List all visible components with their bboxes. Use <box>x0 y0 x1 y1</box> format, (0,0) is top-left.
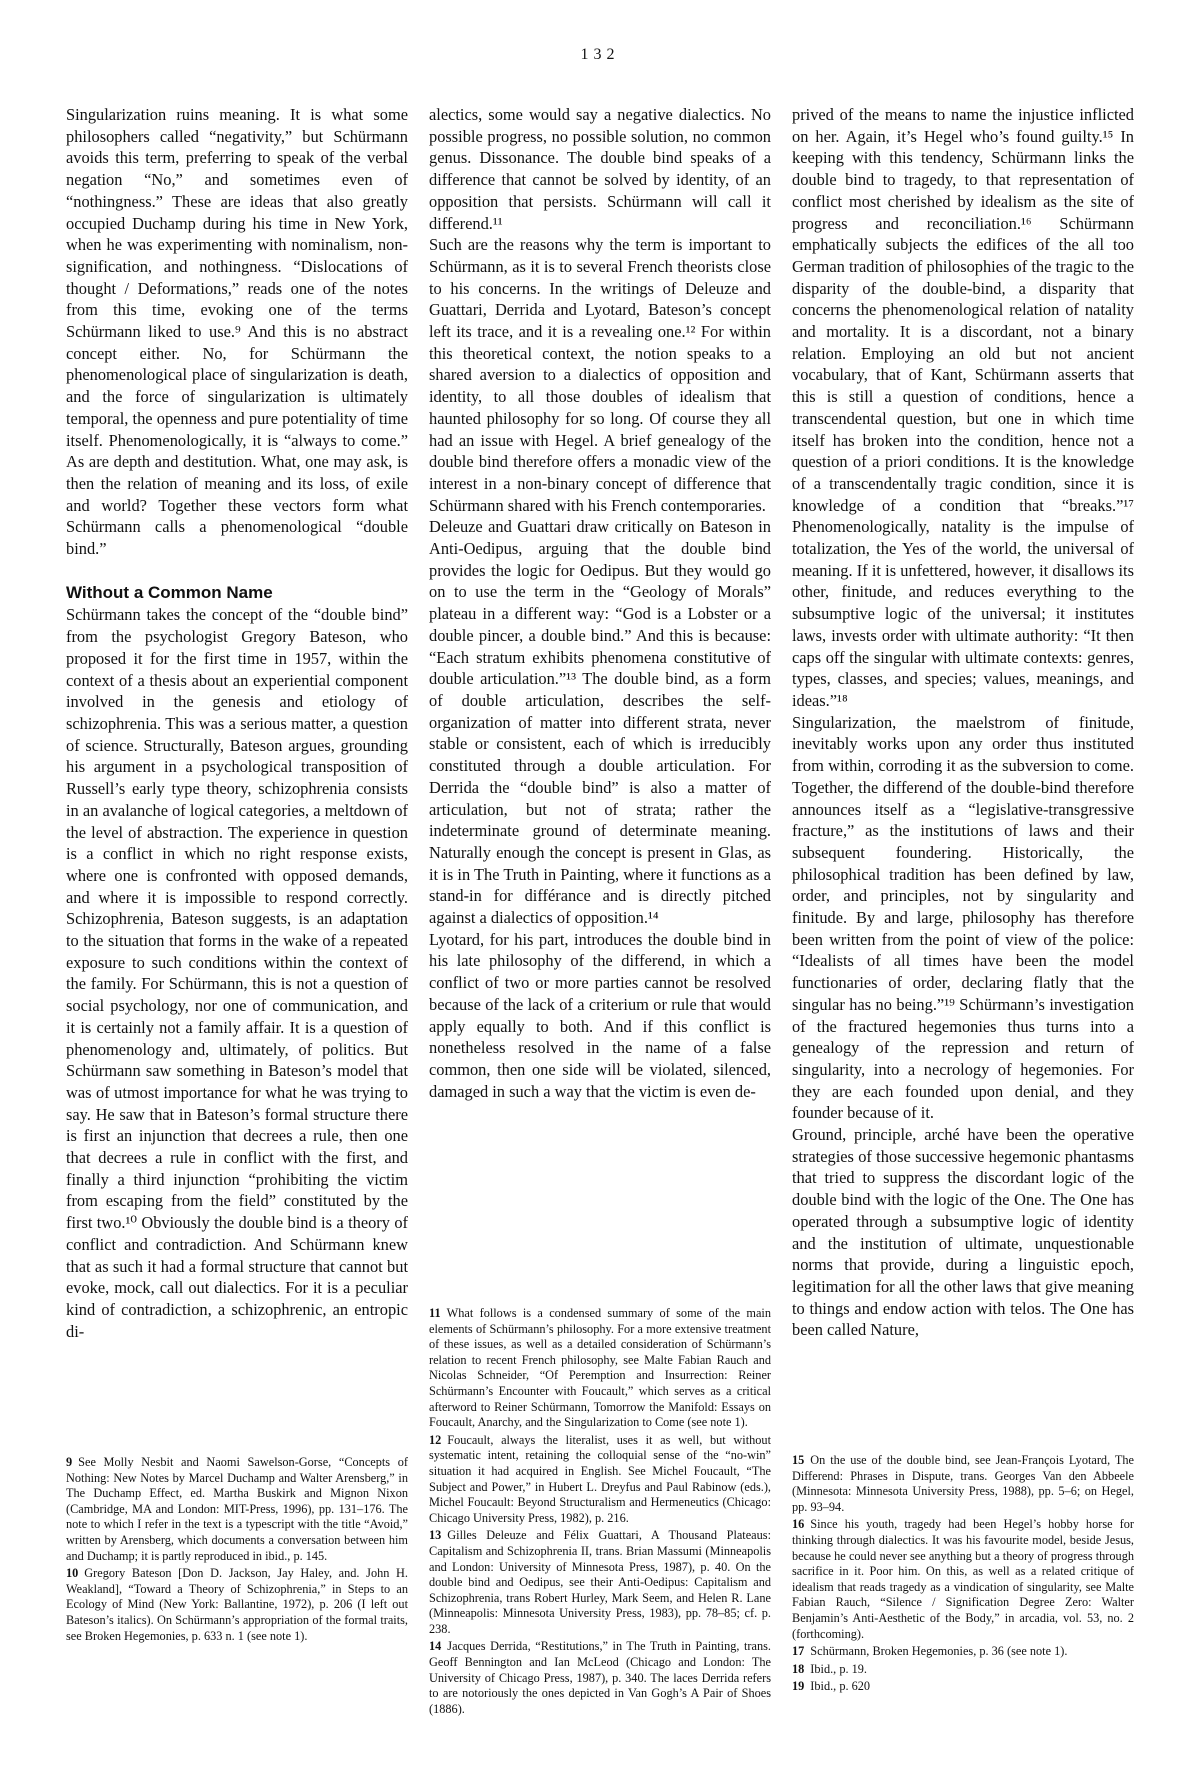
footnote: 10 Gregory Bateson [Don D. Jackson, Jay Haley, and. John H. Weakland], “Toward a Theory of Schizophrenia,” in Steps to an Ecology of Mind (New York: Ballantine, 1972), p. 206 (I left out Bateson’s italics). On Schürmann’s appropriation of the formal traits, see Broken Hegemonies, p. 633 n. 1 (see note 1). <box>66 1566 408 1643</box>
paragraph: Such are the reasons why the term is important to Schürmann, as it is to several French theorists close to his concerns. In the writings of Deleuze and Guattari, Derrida and Lyotard, Bateson’s concept left its trace, and it is a revealing one.¹² For within this theoretical context, the notion speaks to a shared aversion to a dialectics of opposition and identity, to all those doubles of idealism that haunted philosophy for so long. Of course they all had an issue with Hegel. A brief genealogy of the double bind therefore offers a monadic view of the interest in a non-binary concept of difference that Schürmann shared with his French contemporaries. <box>429 235 771 515</box>
section-heading: Without a Common Name <box>66 582 273 602</box>
footnotes-column-1 <box>66 1455 408 1646</box>
paragraph: Deleuze and Guattari draw critically on Bateson in Anti-Oedipus, arguing that the double bind provides the logic for Oedipus. But they would go on to use the term in the “Geology of Morals” plateau in a different way: “God is a Lobster or a double pincer, a double bind.” And this is because: “Each stratum exhibits phenomena constitutive of double articulation.”¹³ The double bind, as a form of double articulation, describes the self-organization of matter into different strata, never stable or consistent, each of which is irreducibly constituted through a double articulation. For Derrida the “double bind” is also a matter of articulation, but not of strata; rather the indeterminate ground of determinate meaning. Naturally enough the concept is present in Glas, as it is in The Truth in Painting, where it functions as a stand-in for différance and is directly pitched against a dialectics of opposition.¹⁴ <box>429 517 771 928</box>
footnote: 18 Ibid., p. 19. <box>792 1661 867 1676</box>
paragraph: Singularization ruins meaning. It is what some philosophers called “negativity,” but Schürmann avoids this term, preferring to speak of the verbal negation “No,” and sometimes even of “nothingness.” These are ideas that also greatly occupied Duchamp during his time in New York, when he was experimenting with nominalism, non-signification, and nothingness. “Dislocations of thought / Deformations,” reads one of the notes from this time, evoking one of the terms Schürmann liked to use.⁹ And this is no abstract concept either. No, for Schürmann the phenomenological place of singularization is death, and the force of singularization is ultimately temporal, the openness and pure potentiality of time itself. Phenomenologically, it is “always to come.” As are depth and destitution. What, one may ask, is then the relation of meaning and its loss, of exile and world? Together these vectors form what Schürmann calls a phenomenological “double bind.” <box>66 105 408 559</box>
paragraph: Singularization, the maelstrom of finitude, inevitably works upon any order thus instituted from within, corroding it as the subversion to come. Together, the differend of the double-bind therefore announces itself as a “legislative-transgressive fracture,” as the institutions of laws and their subsequent foundering. Historically, the philosophical tradition has been defined by law, order, and principles, not by singularity and finitude. By and large, philosophy has therefore been written from the point of view of the police: “Idealists of all times have been the model functionaries of order, declaring flatly that the singular has no being.”¹⁹ Schürmann’s investigation of the fractured hegemonies thus turns into a genealogy of the repression and return of singularity, into a necrology of hegemonies. For they are each founded upon denial, and they founder because of it. <box>792 712 1134 1123</box>
footnote: 12 Foucault, always the literalist, uses it as well, but without systematic intent, retaining the colloquial sense of the “no-win” situation it had acquired in English. See Michel Foucault, “The Subject and Power,” in Hubert L. Dreyfus and Paul Rabinow (eds.), Michel Foucault: Beyond Structuralism and Hermeneutics (Chicago: Chicago University Press, 1982), p. 216. <box>429 1432 771 1525</box>
footnote: 15 On the use of the double bind, see Jean-François Lyotard, The Differend: Phrases in Dispute, trans. Georges Van den Abbeele (Minnesota: Minnesota University Press, 1988), pp. 5–6; on Hegel, pp. 93–94. <box>792 1453 1134 1514</box>
paragraph: Lyotard, for his part, introduces the double bind in his late philosophy of the differend, in which a conflict of two or more parties cannot be resolved because of the lack of a criterium or rule that would apply equally to both. And if this conflict is nonetheless resolved in the name of a false common, then one side will be violated, silenced, damaged in such a way that the victim is even de- <box>429 929 771 1101</box>
footnote: 19 Ibid., p. 620 <box>792 1679 871 1694</box>
footnotes-column-2 <box>429 1306 771 1719</box>
footnote: 11 What follows is a condensed summary of some of the main elements of Schürmann’s philosophy. For a more extensive treatment of these issues, as well as a detailed consideration of Schürmann’s relation to recent French philosophy, see Malte Fabian Rauch and Nicolas Schneider, “Of Peremption and Insurrection: Reiner Schürmann’s Encounter with Foucault,” which serves as a critical afterword to Reiner Schürmann, Tomorrow the Manifold: Essays on Foucault, Anarchy, and the Singularization to Come (see note 1). <box>429 1306 771 1430</box>
footnote: 9 See Molly Nesbit and Naomi Sawelson-Gorse, “Concepts of Nothing: New Notes by Marcel Duchamp and Walter Arensberg,” in The Duchamp Effect, ed. Martha Buskirk and Mignon Nixon (Cambridge, MA and London: MIT-Press, 1996), pp. 131–176. The note to which I refer in the text is a typescript with the title “Avoid,” written by Arensberg, which documents a conversation between him and Duchamp; it is partly reproduced in ibid., p. 145. <box>66 1455 408 1563</box>
paragraph: alectics, some would say a negative dialectics. No possible progress, no possible solution, no common genus. Dissonance. The double bind speaks of a difference that cannot be solved by identity, of an opposition that persists. Schürmann will call it differend.¹¹ <box>429 105 771 233</box>
text-column-2 <box>429 104 771 1102</box>
paragraph: prived of the means to name the injustice inflicted on her. Again, it’s Hegel who’s found guilty.¹⁵ In keeping with this tendency, Schürmann links the double bind to tragedy, to that representation of conflict most cherished by idealism as the site of progress and reconciliation.¹⁶ Schürmann emphatically subjects the edifices of the all too German tradition of philosophies of the tragic to the disparity of the double-bind, a disparity that concerns the phenomenological relation of natality and mortality. It is a discordant, not a binary relation. Employing an old but not ancient vocabulary, that of Kant, Schürmann asserts that this is still a question of conditions, hence a transcendental question, but one in which time itself has broken into the condition, hence not a question of a priori conditions. It is the knowledge of a transcendentally tragic condition, since it is knowledge of a condition that “breaks.”¹⁷ Phenomenologically, natality is the impulse of totalization, the Yes of the world, the universal of meaning. If it is unfettered, however, it disallows its other, finitude, and reduces everything to the subsumptive logic of the universal; it institutes laws, invests order with ultimate authority: “It then caps off the singular with ultimate contexts: genres, types, classes, and species; values, meanings, and ideas.”¹⁸ <box>792 105 1134 710</box>
text-column-3 <box>792 104 1134 1341</box>
paragraph: Schürmann takes the concept of the “double bind” from the psychologist Gregory Bateson, who proposed it for the first time in 1957, within the context of a thesis about an experiential component involved in the genesis and etiology of schizophrenia. This was a serious matter, a question of science. Structurally, Bateson argues, grounding his argument in a psychological transposition of Russell’s early type theory, schizophrenia consists in an avalanche of logical categories, a meltdown of the level of abstraction. The experience in question is a conflict in which no right response exists, where one is confronted with opposed demands, and where it is impossible to respond correctly. Schizophrenia, Bateson suggests, is an adaptation to the situation that forms in the wake of a repeated exposure to such conditions within the context of the family. For Schürmann, this is not a question of social psychology, nor one of communication, and it is certainly not a family affair. It is a question of phenomenology and, ultimately, of politics. But Schürmann saw something in Bateson’s model that was of utmost importance for what he was trying to say. He saw that in Bateson’s formal structure there is first an injunction that decrees a rule, then one that decrees a rule in conflict with the first, and finally a third injunction “prohibiting the victim from escaping from the field” constituted by the first two.¹⁰ Obviously the double bind is a theory of conflict and contradiction. And Schürmann knew that as such it had a formal structure that cannot but evoke, mock, call out dialectics. For it is a peculiar kind of contradiction, a schizophrenic, an entropic di- <box>66 605 408 1341</box>
page-number: 132 <box>580 46 620 63</box>
text-column-1 <box>66 104 408 1342</box>
footnotes-column-3 <box>792 1453 1134 1697</box>
footnote: 17 Schürmann, Broken Hegemonies, p. 36 (see note 1). <box>792 1644 1068 1659</box>
footnote: 13 Gilles Deleuze and Félix Guattari, A Thousand Plateaus: Capitalism and Schizophrenia II, trans. Brian Massumi (Minneapolis and London: University of Minnesota Press, 1987), p. 40. On the double bind and Oedipus, see their Anti-Oedipus: Capitalism and Schizophrenia, trans Robert Hurley, Mark Seem, and Helen R. Lane (Minneapolis: Minnesota University Press, 1983), pp. 78–85; cf. p. 238. <box>429 1528 771 1636</box>
footnote: 14 Jacques Derrida, “Restitutions,” in The Truth in Painting, trans. Geoff Bennington and Ian McLeod (Chicago and London: The University of Chicago Press, 1987), p. 340. The laces Derrida refers to are notoriously the ones depicted in Van Gogh’s A Pair of Shoes (1886). <box>429 1639 771 1716</box>
paragraph: Ground, principle, arché have been the operative strategies of those successive hegemonic phantasms that tried to suppress the discordant logic of the double bind with the logic of the One. The One has operated through a subsumptive logic of identity and the institution of ultimate, unquestionable norms that provide, during a linguistic epoch, legitimation for all the other laws that give meaning to things and endow action with telos. The One has been called Nature, <box>792 1125 1134 1340</box>
footnote: 16 Since his youth, tragedy had been Hegel’s hobby horse for thinking through dialectics. It was his favourite model, beside Jesus, because he could never see anything but a theory of progress through sacrifice in it. Poor him. On this, as well as a related critique of idealism that reads tragedy as a vindication of singularity, see Malte Fabian Rauch, “Silence / Signification Degree Zero: Walter Benjamin’s Anti-Aesthetic of the Body,” in arcadia, vol. 53, no. 2 (forthcoming). <box>792 1517 1134 1641</box>
